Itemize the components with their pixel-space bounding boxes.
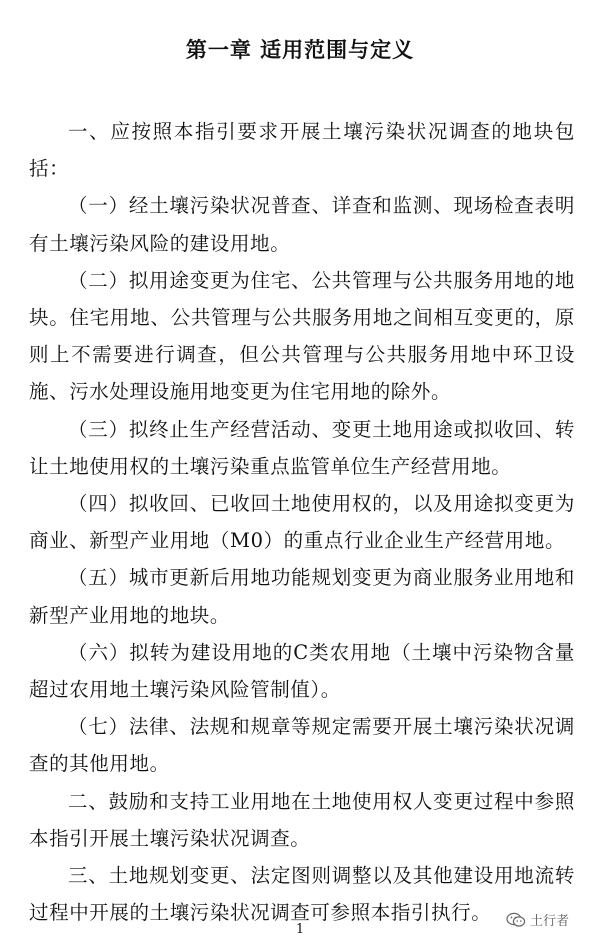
paragraph-8: （七）法律、法规和规章等规定需要开展土壤污染状况调查的其他用地。 [29, 715, 575, 776]
paragraph-5: （四）拟收回、已收回土地使用权的，以及用途拟变更为商业、新型产业用地（M0）的重点行业企业生产经营用地。 [29, 492, 575, 553]
page-number: 1 [295, 922, 305, 937]
watermark [506, 910, 569, 929]
body-text [29, 113, 575, 931]
wechat-icon [506, 912, 526, 928]
paragraph-2: （一）经土壤污染状况普查、详查和监测、现场检查表明有土壤污染风险的建设用地。 [29, 194, 575, 255]
paragraph-10: 三、土地规划变更、法定图则调整以及其他建设用地流转过程中开展的土壤污染状况调查可参照本指引执行。 [29, 864, 575, 925]
paragraph-3: （二）拟用途变更为住宅、公共管理与公共服务用地的地块。住宅用地、公共管理与公共服务用地之间相互变更的，原则上不需要进行调查，但公共管理与公共服务用地中环卫设施、污水处理设施用地变更为住宅用地的除外。 [29, 268, 575, 404]
watermark-text: 土行者 [530, 914, 570, 929]
paragraph-6: （五）城市更新后用地功能规划变更为商业服务业用地和新型产业用地的地块。 [29, 566, 575, 627]
paragraph-1: 一、应按照本指引要求开展土壤污染状况调查的地块包括： [29, 120, 575, 181]
paragraph-4: （三）拟终止生产经营活动、变更土地用途或拟收回、转让土地使用权的土壤污染重点监管单位生产经营用地。 [29, 417, 575, 478]
chapter-title: 第一章 适用范围与定义 [185, 38, 415, 62]
paragraph-7: （六）拟转为建设用地的C类农用地（土壤中污染物含量超过农用地土壤污染风险管制值）。 [29, 640, 575, 702]
paragraph-9: 二、鼓励和支持工业用地在土地使用权人变更过程中参照本指引开展土壤污染状况调查。 [29, 789, 575, 850]
